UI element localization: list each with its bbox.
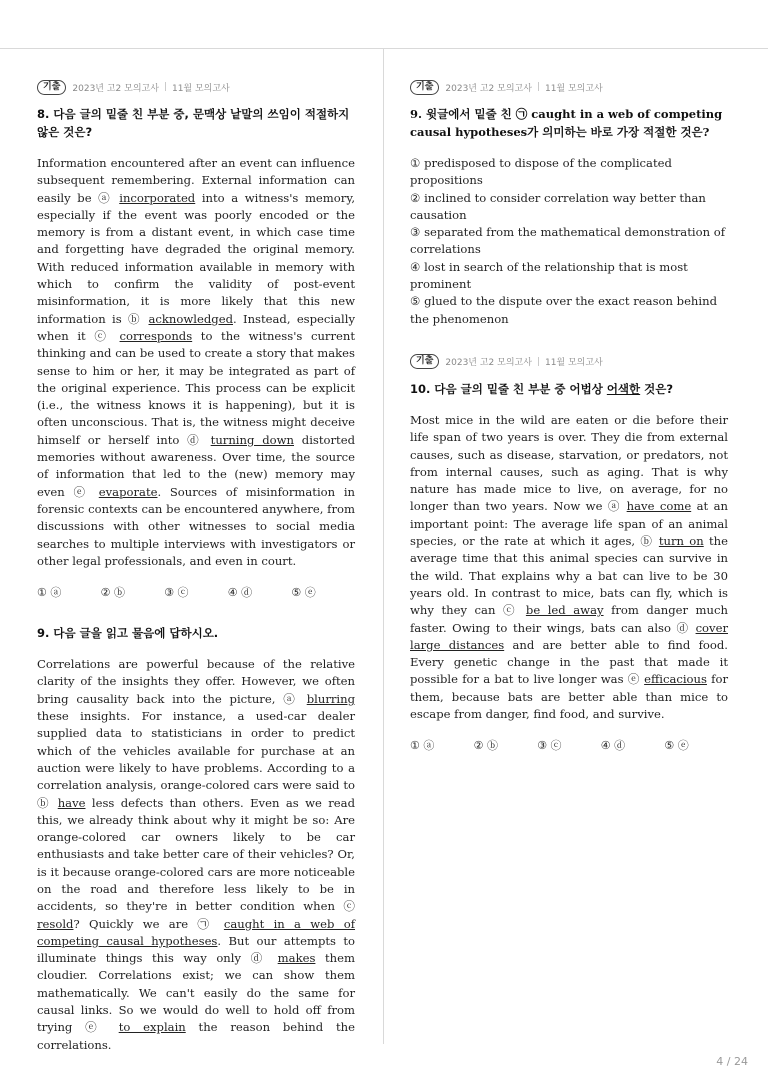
q9-sub-title: 9. 윗글에서 밑줄 친 ㉠ caught in a web of competing causal hypotheses가 의미하는 바로 가장 적절한 것은? (410, 107, 723, 139)
choice-2[interactable]: ② ⓑ (100, 586, 125, 600)
marker-b: ⓑ (127, 311, 143, 326)
underline-c: resold (37, 916, 74, 931)
q9-tag-row (410, 79, 728, 95)
marker-e: ⓔ (73, 484, 91, 499)
marker-b: ⓑ (37, 795, 52, 810)
option-3[interactable]: ③ separated from the mathematical demonstration of correlations (410, 225, 725, 257)
underline-b: acknowledged (148, 311, 233, 326)
marker-e: ⓔ (627, 672, 640, 687)
right-column (410, 79, 728, 753)
marker-c: ⓒ (343, 899, 355, 914)
marker-b: ⓑ (640, 534, 654, 549)
tag-separator: | (536, 82, 540, 92)
exam-month: 11월 모의고사 (171, 83, 230, 94)
underline-d: turning down (210, 432, 294, 447)
underline-d: makes (277, 951, 316, 966)
choice-4[interactable]: ④ ⓓ (600, 739, 626, 753)
choice-4[interactable]: ④ ⓓ (227, 586, 253, 600)
header-divider (0, 48, 768, 49)
marker-a: ⓐ (607, 499, 622, 514)
underline-a: blurring (306, 691, 355, 706)
exam-source: 2023년 고2 모의고사 (72, 83, 159, 94)
underline-e: evaporate (98, 484, 158, 499)
page-number: 4 / 24 (716, 1055, 748, 1068)
past-exam-badge: 기출 (410, 80, 439, 95)
left-column (37, 79, 355, 1054)
exam-source: 2023년 고2 모의고사 (445, 358, 532, 369)
marker-a: ⓐ (98, 190, 113, 205)
marker-a: ⓐ (283, 691, 299, 706)
underline-b: turn on (658, 534, 704, 549)
choice-1[interactable]: ① ⓐ (37, 586, 62, 600)
marker-d: ⓓ (676, 620, 690, 635)
underline-d: cover large distances (410, 620, 728, 652)
q9-passage: Correlations are powerful because of the relative clarity of the insights they offer. However, we often bring causality back into the picture, ⓐ blurring these insights. For instance, a used-car dealer supplied data to statisticians in order to predict which of the vehicles available for purchase at an auction were likely to have problems. According to a correlation analysis, orange-colored cars were said to ⓑ have less defects than others. Even as we read this, we already think about why it might be so: Are orange-colored car owners likely to be car enthusiasts and take better care of their vehicles? Or, is it because orange-colored cars are more noticeable on the road and therefore less likely to be in accidents, so they're in better condition when ⓒ resold? Quickly we are ㉠ caught in a web of competing causal hypotheses. But our attempts to illuminate things this way only ⓓ makes them cloudier. Correlations exist; we can show them mathematically. We can't easily do the same for causal links. So we would do well to hold off from trying ⓔ to explain the reason behind the correlations. (37, 657, 356, 1052)
q10-title: 10. 다음 글의 밑줄 친 부분 중 어법상 어색한 것은? (410, 381, 674, 396)
underline-e: efficacious (644, 672, 707, 687)
choice-3[interactable]: ③ ⓒ (537, 739, 562, 753)
past-exam-badge: 기출 (37, 80, 66, 95)
underline-b: have (57, 795, 86, 810)
underline-c: corresponds (119, 328, 193, 343)
underline-giyeok: caught in a web of competing causal hypotheses (37, 916, 356, 948)
underline-c: be led away (525, 603, 604, 618)
choice-2[interactable]: ② ⓑ (473, 739, 498, 753)
underline-e: to explain (118, 1020, 186, 1035)
option-4[interactable]: ④ lost in search of the relationship that is most prominent (410, 259, 688, 292)
marker-c: ⓒ (502, 603, 519, 618)
choice-5[interactable]: ⑤ ⓔ (291, 586, 316, 600)
q9-options (410, 155, 728, 328)
underline-a: have come (626, 499, 692, 514)
marker-giyeok: ㉠ (197, 916, 215, 931)
q8-tag-row (37, 79, 355, 95)
q10-tag-row (410, 354, 728, 370)
past-exam-badge: 기출 (410, 354, 439, 369)
tag-separator: | (163, 82, 167, 92)
choice-1[interactable]: ① ⓐ (410, 739, 435, 753)
tag-separator: | (536, 356, 540, 367)
marker-e: ⓔ (85, 1020, 106, 1035)
option-5[interactable]: ⑤ glued to the dispute over the exact reason behind the phenomenon (410, 294, 717, 326)
q8-passage: Information encountered after an event can influence subsequent remembering. External information can easily be ⓐ incorporated into a witness's memory, especially if the event was poorly encoded or the memory is from a distant event, in which case time and forgetting have degraded the original memory. With reduced information available in memory with which to confirm the validity of post-event misinformation, it is more likely that this new information is ⓑ acknowledged. Instead, especially when it ⓒ corresponds to the witness's current thinking and can be used to create a story that makes sense to him or her, it may be integrated as part of the original experience. This process can be explicit (i.e., the witness knows it is happening), but it is often unconscious. That is, the witness might deceive himself or herself into ⓓ turning down distorted memories without awareness. Over time, the source of information that led to the (new) memory may even ⓔ evaporate. Sources of misinformation in forensic contexts can be encountered anywhere, from discussions with other witnesses to social media searches to multiple interviews with investigators or other legal professionals, and even in court. (37, 156, 356, 568)
q10-choices (410, 737, 728, 753)
q8-title: 8. 다음 글의 밑줄 친 부분 중, 문맥상 낱말의 쓰임이 적절하지 않은 것은? (37, 107, 350, 139)
q9-main-title: 9. 다음 글을 읽고 물음에 답하시오. (37, 626, 219, 641)
choice-5[interactable]: ⑤ ⓔ (664, 739, 689, 753)
q10-passage: Most mice in the wild are eaten or die before their life span of two years is over. They die from external causes, such as disease, starvation, or predators, not from internal causes, such as aging. That is why nature has made mice to live, on average, for no longer than two years. Now we ⓐ have come at an important point: The average life span of an animal species, or the rate at which it ages, ⓑ turn on the average time that this animal species can survive in the wild. That explains why a bat can live to be 30 years old. In contrast to mice, bats can fly, which is why they can ⓒ be led away from danger much faster. Owing to their wings, bats can also ⓓ cover large distances and are better able to find food. Every genetic change in the past that made it possible for a bat to live longer was ⓔ efficacious for them, because bats are better able than mice to escape from danger, find food, and survive. (410, 412, 728, 722)
exam-month: 11월 모의고사 (544, 358, 603, 369)
marker-d: ⓓ (187, 432, 203, 447)
choice-3[interactable]: ③ ⓒ (164, 586, 189, 600)
q8-choices (37, 584, 355, 600)
exam-source: 2023년 고2 모의고사 (445, 83, 532, 94)
option-1[interactable]: ① predisposed to dispose of the complicated propositions (410, 156, 672, 188)
column-divider (383, 49, 384, 1044)
exam-month: 11월 모의고사 (544, 83, 603, 94)
marker-d: ⓓ (250, 951, 269, 966)
marker-c: ⓒ (94, 328, 111, 343)
underline-a: incorporated (119, 190, 196, 205)
option-2[interactable]: ② inclined to consider correlation way better than causation (410, 190, 706, 222)
